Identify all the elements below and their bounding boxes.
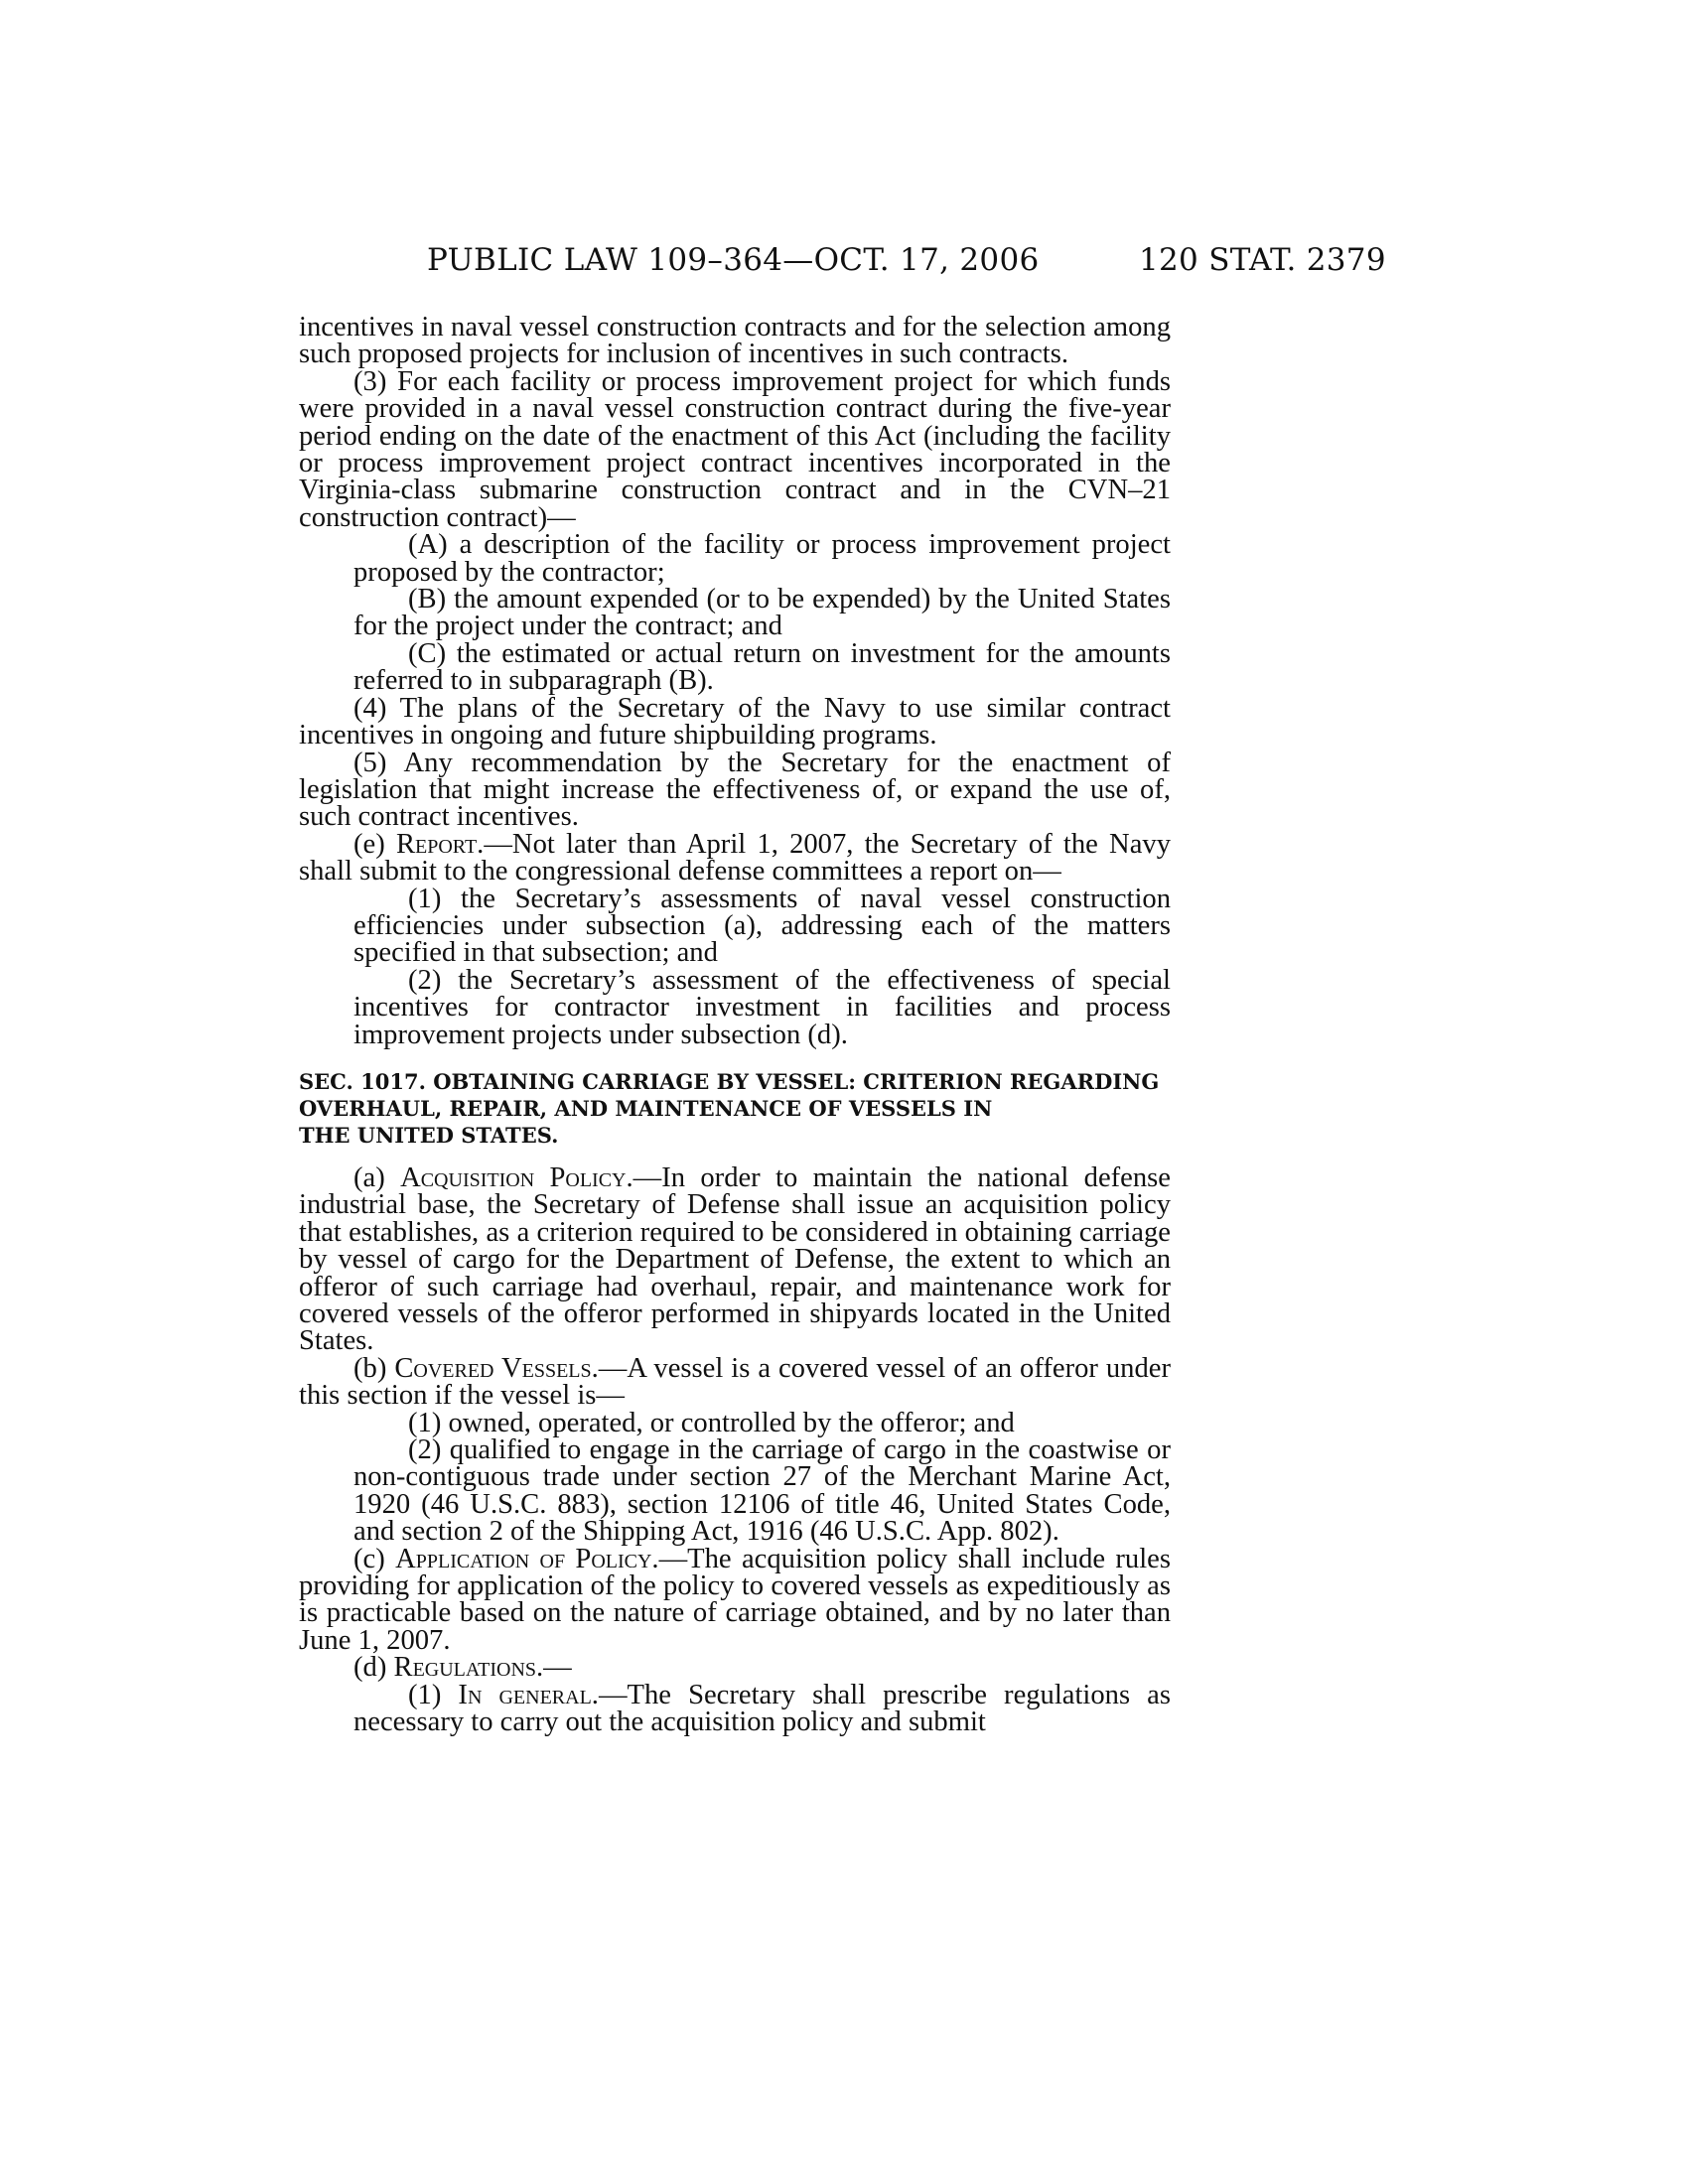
subsection-text: .—A vessel is a covered vessel of an offeror under this section if the vessel is— — [299, 1352, 1171, 1412]
subsection-a-acquisition-policy — [299, 1161, 1171, 1357]
paragraph-continuation: incentives in naval vessel construction contracts and for the selection among such proposed projects for inclusion of incentives in such contracts. — [299, 312, 1171, 370]
regulations-item-1 — [299, 1679, 1171, 1738]
subsection-heading: Application of Policy — [395, 1543, 652, 1574]
covered-vessel-item-1: (1) owned, operated, or controlled by the offeror; and — [408, 1407, 1015, 1438]
subsection-label: (d) — [353, 1652, 394, 1684]
subsection-e-report — [299, 828, 1171, 887]
section-heading — [299, 1068, 1171, 1149]
paragraph-item-4: (4) The plans of the Secretary of the Navy to use similar contract incentives in ongoing and future shipbuilding programs. — [299, 692, 1171, 751]
section-heading-line-3: THE UNITED STATES. — [299, 1122, 559, 1148]
subsection-b-covered-vessels — [299, 1352, 1171, 1412]
subsection-c-application-of-policy — [299, 1543, 1171, 1656]
section-heading-line-1: SEC. 1017. OBTAINING CARRIAGE BY VESSEL: CRITERION REGARDING — [299, 1068, 1160, 1094]
paragraph-text: .—The Secretary shall prescribe regulations as necessary to carry out the acquisition policy and submit — [353, 1679, 1171, 1738]
subsection-heading: Regulations — [393, 1652, 537, 1684]
subsection-text: .—In order to maintain the national defense industrial base, the Secretary of Defense shall issue an acquisition policy that establishes, as a criterion required to be considered in obtaining carriage by vessel of cargo for the Department of Defense, the extent to which an offeror of such carriage had overhaul, repair, and maintenance work for covered vessels of the offeror performed in shipyards located in the United States. — [299, 1161, 1171, 1357]
running-header-title: PUBLIC LAW 109–364—OCT. 17, 2006 — [427, 242, 1040, 278]
report-item-1: (1) the Secretary’s assessments of naval vessel construction efficiencies under subsection (a), addressing each of the matters specified in that subsection; and — [353, 883, 1171, 969]
subsection-heading: Acquisition Policy — [400, 1161, 627, 1193]
subsection-label: (b) — [353, 1352, 395, 1384]
subparagraph-c: (C) the estimated or actual return on investment for the amounts referred to in subparagraph (B). — [353, 637, 1171, 697]
covered-vessel-item-2: (2) qualified to engage in the carriage of cargo in the coastwise or non-contiguous trade under section 27 of the Merchant Marine Act, 1920 (46 U.S.C. 883), section 12106 of title 46, United States Code, and section 2 of the Shipping Act, 1916 (46 U.S.C. App. 802). — [353, 1434, 1171, 1548]
subsection-text: .—The acquisition policy shall include rules providing for application of the policy to covered vessels as expeditiously as is practicable based on the nature of carriage obtained, and by no later than June 1, 2007. — [299, 1543, 1171, 1656]
paragraph-item-3: (3) For each facility or process improvement project for which funds were provided in a naval vessel construction contract during the five-year period ending on the date of the enactment of this Act (including the facility or process improvement project contract incentives incorporated in the Virginia-class submarine construction contract and in the CVN–21 construction contract)— — [299, 365, 1171, 533]
report-item-2: (2) the Secretary’s assessment of the effectiveness of special incentives for contractor investment in facilities and process improvement projects under subsection (d). — [353, 964, 1171, 1050]
document-body — [299, 314, 1171, 1736]
subsection-d-regulations — [299, 1652, 1171, 1684]
subsection-label: (a) — [353, 1161, 401, 1193]
subsection-text: .—Not later than April 1, 2007, the Secretary of the Navy shall submit to the congressional defense committees a report on— — [299, 828, 1171, 887]
paragraph-heading: In general — [458, 1679, 592, 1710]
subsection-heading: Report — [395, 828, 478, 860]
paragraph-label: (1) — [408, 1679, 459, 1710]
subsection-label: (c) — [353, 1543, 396, 1574]
subsection-heading: Covered Vessels — [394, 1352, 592, 1384]
subsection-text: .— — [536, 1652, 572, 1684]
subsection-label: (e) — [353, 828, 396, 860]
paragraph-item-5: (5) Any recommendation by the Secretary for the enactment of legislation that might increase the effectiveness of, or expand the use of, such contract incentives. — [299, 747, 1171, 833]
subparagraph-b: (B) the amount expended (or to be expended) by the United States for the project under the contract; and — [353, 584, 1171, 642]
subparagraph-a: (A) a description of the facility or process improvement project proposed by the contractor; — [353, 529, 1171, 588]
section-heading-line-2: OVERHAUL, REPAIR, AND MAINTENANCE OF VESSELS IN — [299, 1095, 993, 1121]
page-stat-number: 120 STAT. 2379 — [1139, 242, 1386, 278]
